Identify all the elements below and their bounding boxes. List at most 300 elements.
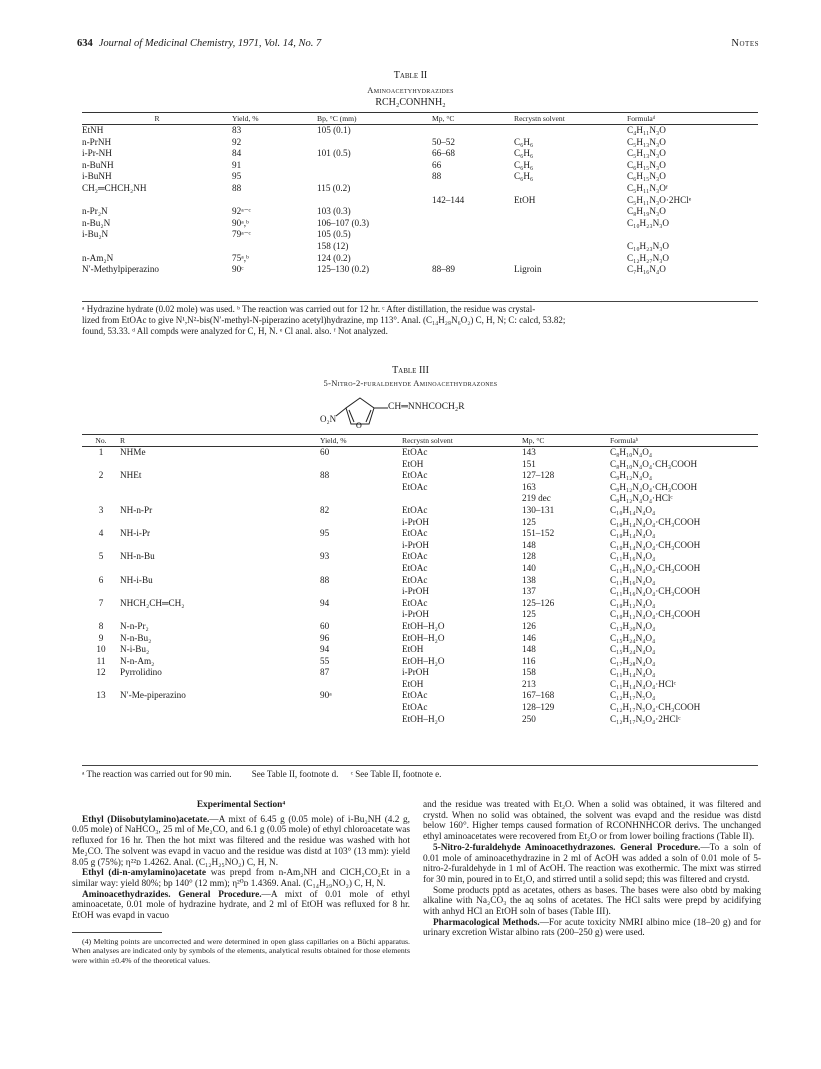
table-cell: EtOH	[402, 458, 424, 469]
table-cell: 75ᵃ,ᵇ	[232, 252, 249, 263]
table-cell: C₁₀H₁₄N₄O₄	[610, 504, 656, 515]
table3-title: 5-Nitro-2-furaldehyde Aminoacethydrazones	[323, 378, 498, 388]
table-cell: 2	[98, 470, 104, 481]
section-label: Notes	[731, 38, 759, 49]
table-cell: 115 (0.2)	[317, 182, 351, 193]
table-cell: EtOH–H₂O	[402, 655, 445, 666]
table-cell: 96	[320, 632, 330, 643]
table-row	[82, 714, 758, 726]
table-cell	[514, 125, 627, 137]
table-cell: 3	[98, 504, 104, 515]
table-cell	[82, 493, 120, 505]
table-cell: N′-Methylpiperazino	[82, 264, 160, 275]
table-cell: N′-Me-piperazino	[120, 690, 186, 701]
table-cell: 105 (0.5)	[317, 229, 351, 240]
table-cell: 126	[522, 620, 536, 631]
paragraph	[423, 843, 761, 886]
table-cell: 101 (0.5)	[317, 148, 351, 159]
table-cell: 8	[98, 620, 104, 631]
table-cell	[320, 586, 402, 598]
table-cell: EtOH	[402, 678, 424, 689]
table-cell: C₁₂H₁₇N₅O₄·2HClᶜ	[610, 713, 681, 724]
table-cell: 103 (0.3)	[317, 206, 351, 217]
table2-footnote-line: lized from EtOAc to give N¹,N²-bis(N′-methyl-N-piperazino acetyl)hydrazine, mp 113°. Anal. (C₁₄H₂₈N₆O₂) C, H, N; C: calcd, 53.82;	[82, 315, 566, 326]
table-cell: 79ᵃ⁻ᶜ	[232, 229, 251, 240]
table-cell	[82, 540, 120, 552]
paragraph	[72, 868, 410, 889]
table-row	[82, 241, 758, 253]
table-cell: 90ᵃ,ᵇ	[232, 217, 249, 228]
table-cell: C₁₅H₂₄N₄O₄	[610, 632, 656, 643]
paragraph-title: 5-Nitro-2-furaldehyde Aminoacethydrazones. General Procedure.	[433, 842, 701, 853]
table2-footnote-line: found, 53.33. ᵈ All compds were analyzed for C, H, N. ᵉ Cl anal. also. ᶠ Not analyzed.	[82, 326, 388, 337]
journal-title: Journal of Medicinal Chemistry, 1971, Vol. 14, No. 7	[98, 38, 322, 49]
table-cell: 66	[432, 159, 442, 170]
table-cell: 130–131	[522, 504, 555, 515]
table-row	[82, 505, 758, 517]
paragraph-text: —A mixt of 0.01 mole of ethyl aminoacetate, 0.01 mole of hydrazine hydrate, and 2 ml of EtOH was refluxed for 8 hr. EtOH was evapd in vacuo	[72, 889, 410, 922]
table-cell: CH₂═CHCH₂NH	[82, 182, 147, 193]
table-row	[82, 621, 758, 633]
table3	[82, 434, 758, 725]
table-cell: EtNH	[82, 125, 104, 135]
table-row	[82, 229, 758, 241]
table-cell	[120, 459, 320, 471]
table-cell: 88	[320, 470, 330, 481]
table-cell: C₁₂H₁₇N₅O₄	[610, 690, 656, 701]
table-cell: C₁₀H₁₄N₄O₄·CH₃COOH	[610, 539, 701, 550]
column-header: Yield, %	[320, 435, 402, 447]
table-cell: 140	[522, 562, 536, 573]
table-row	[82, 563, 758, 575]
table2-bottom-rule	[82, 301, 758, 302]
table-cell: 148	[522, 539, 536, 550]
table-cell: Pyrrolidino	[120, 667, 162, 678]
table-cell: EtOAc	[402, 528, 428, 539]
table-cell	[120, 714, 320, 726]
table2-label: Table II	[393, 70, 428, 81]
table-cell: EtOAc	[402, 574, 428, 585]
table-cell	[82, 517, 120, 529]
table-cell: i-Pr-NH	[82, 148, 112, 159]
table-cell	[82, 563, 120, 575]
table-cell: i-BuNH	[82, 171, 112, 182]
table-cell	[514, 183, 627, 195]
table-cell: C₉H₁₂N₄O₄	[610, 470, 653, 481]
table-row	[82, 528, 758, 540]
column-header: Mp, °C	[522, 435, 610, 447]
table-cell: 128	[522, 551, 536, 562]
table-row	[82, 470, 758, 482]
table-cell	[317, 137, 432, 149]
table-cell	[432, 241, 514, 253]
table-cell: C₁₁H₁₄N₄O₄·HClᶜ	[610, 678, 676, 689]
table-cell: C₁₁H₁₆N₄O₄	[610, 551, 656, 562]
table-cell: i-Bu₂N	[82, 229, 109, 240]
table-cell	[317, 171, 432, 183]
table-cell	[82, 459, 120, 471]
table-cell: 127–128	[522, 470, 555, 481]
table-cell: EtOAc	[402, 481, 428, 492]
table-cell: 250	[522, 713, 536, 724]
table-cell: 125	[522, 516, 536, 527]
table-cell: C₉H₁₂N₄O₄·HClᶜ	[610, 493, 673, 504]
table-cell: C₅H₁₃N₃O	[627, 136, 666, 147]
table-cell: C₁₁H₁₄N₄O₄	[610, 667, 656, 678]
table-cell	[432, 125, 514, 137]
table-cell	[120, 482, 320, 494]
table-row	[82, 609, 758, 621]
table-cell: 94	[320, 644, 330, 655]
table-row	[82, 195, 758, 207]
table-row	[82, 206, 758, 218]
table-cell	[514, 206, 627, 218]
table-cell	[120, 702, 320, 714]
table-cell: C₁₂H₂₇N₃O	[627, 252, 670, 263]
table-cell: i-PrOH	[402, 539, 430, 550]
table-cell	[82, 609, 120, 621]
table-cell: n-Pr₂N	[82, 206, 108, 217]
table-cell: C₉H₁₂N₄O₄·CH₃COOH	[610, 481, 698, 492]
table-cell: C₁₂H₁₇N₅O₄·CH₃COOH	[610, 702, 701, 713]
paragraph: and the residue was treated with Et₂O. When a solid was obtained, it was filtered and crystd. When no solid was obtained, the solvent was evapd and the residue was distd below 160°. Higher temps caused formation of RCONHNHCOR derivs. The unchanged ethyl aminoacetates were recovered from Et₂O or from lower boiling fractions (Table II).	[423, 800, 761, 843]
table-cell: EtOAc	[402, 447, 428, 457]
table-cell	[320, 702, 402, 714]
table-cell: 116	[522, 655, 536, 666]
table-cell: 138	[522, 574, 536, 585]
table-cell: C₅H₁₁N₃Oᶠ	[627, 182, 668, 193]
table-cell: C₁₃H₂₀N₄O₄	[610, 620, 656, 631]
table-cell: 143	[522, 447, 536, 457]
table-cell: EtOAc	[402, 551, 428, 562]
table-cell: 90ᵃ	[320, 690, 332, 701]
table-cell: 12	[96, 667, 106, 678]
table3-footnotes	[82, 769, 762, 780]
table-cell	[514, 241, 627, 253]
paragraph: Some products pptd as acetates, others as bases. The bases were also obtd by making alkaline with Na₂CO₃ the aq solns of acetates. The HCl salts were prepd by acidifying with anhyd HCl an EtOH soln of bases (Table III).	[423, 885, 761, 918]
table-cell	[120, 679, 320, 691]
table-cell: 50–52	[432, 136, 455, 147]
table-cell: 158	[522, 667, 536, 678]
table2	[82, 112, 758, 276]
table-row	[82, 517, 758, 529]
table-cell: 92	[232, 136, 242, 147]
table-cell	[432, 218, 514, 230]
column-header: R	[82, 113, 232, 125]
table-cell: 60	[320, 447, 330, 457]
table-cell: C₅H₁₃N₃O	[627, 148, 666, 159]
table-cell: EtOH	[514, 194, 536, 205]
page-header	[77, 38, 759, 52]
table-cell	[120, 609, 320, 621]
footnote-4: (4) Melting points are uncorrected and were determined in open glass capillaries on a Büchi apparatus. When analyses are indicated only by symbols of the elements, analytical results obtained for those elements were within ±0.4% of the theoretical values.	[72, 936, 410, 965]
table-cell: 106–107 (0.3)	[317, 217, 370, 228]
table-row	[82, 667, 758, 679]
paragraph-text: —A mixt of 6.45 g (0.05 mole) of i-Bu₂NH (4.2 g, 0.05 mole) of NaHCO₃, 25 ml of Me₂CO, and 6.1 g (0.05 mole) of ethyl chloroacetate was refluxed for 16 hr. Then the hot mixt was filtered and the residue was washed with hot Me₂CO. The solvent was evapd in vacuo and the residue was distd at 103° (13 mm): yield 8.05 g (75%); η²²ᴅ 1.4262. Anal. (C₁₂H₂₅NO₂) C, H, N.	[72, 814, 410, 868]
table-cell: C₁₀H₂₃N₃O	[627, 240, 670, 251]
table-cell: i-PrOH	[402, 516, 430, 527]
table-row	[82, 148, 758, 160]
table-cell: C₁₀H₁₂N₄O₄·CH₃COOH	[610, 609, 701, 620]
table-cell: C₁₇H₂₈N₄O₄	[610, 655, 656, 666]
table-cell: 10	[96, 644, 106, 655]
table-cell: 9	[98, 632, 104, 643]
table3-bottom-rule	[82, 765, 758, 766]
table-cell: NH-i-Pr	[120, 528, 151, 539]
table-cell	[320, 609, 402, 621]
table-cell: 94	[320, 597, 330, 608]
table-cell: C₇H₁₆N₄O	[627, 264, 666, 275]
page-number: 634	[77, 38, 93, 49]
table-cell: 93	[320, 551, 330, 562]
table-cell	[402, 493, 522, 505]
table-cell: 84	[232, 148, 242, 159]
table-cell	[120, 517, 320, 529]
table2-footnotes	[82, 304, 762, 338]
table-row	[82, 644, 758, 656]
table-cell: 163	[522, 481, 536, 492]
table-row	[82, 171, 758, 183]
table-cell: 105 (0.1)	[317, 125, 351, 135]
left-column	[72, 800, 410, 965]
table-cell: 148	[522, 644, 536, 655]
table-cell: i-PrOH	[402, 609, 430, 620]
table-cell: C₈H₁₉N₃O	[627, 206, 666, 217]
table-cell: C₆H₆	[514, 136, 534, 147]
table-cell: 4	[98, 528, 104, 539]
paragraph	[423, 918, 761, 939]
table3-footnote-b: See Table II, footnote d.	[251, 769, 339, 779]
table-cell: 5	[98, 551, 104, 562]
table-cell: 151–152	[522, 528, 555, 539]
table-row	[82, 493, 758, 505]
table-cell: N-n-Bu₂	[120, 632, 152, 643]
table-cell: EtOAc	[402, 470, 428, 481]
table-cell: C₁₁H₁₆N₄O₄·CH₃COOH	[610, 562, 701, 573]
table-cell: n-BuNH	[82, 159, 114, 170]
table-row	[82, 459, 758, 471]
table-cell: n-PrNH	[82, 136, 112, 147]
table3-footnote-c: ᶜ See Table II, footnote e.	[350, 769, 442, 779]
table-cell	[320, 540, 402, 552]
table-cell	[120, 540, 320, 552]
table-cell: 92ᵃ⁻ᶜ	[232, 206, 251, 217]
paragraph-title: Pharmacological Methods.	[433, 917, 540, 928]
table2-formula: RCH₂CONHNH₂	[375, 97, 446, 108]
table-cell: 213	[522, 678, 536, 689]
table-row	[82, 137, 758, 149]
table-cell	[82, 702, 120, 714]
table-cell: C₈H₁₀N₄O₄·CH₃COOH	[610, 458, 698, 469]
table-cell: C₁₁H₁₆N₄O₄·CH₃COOH	[610, 586, 701, 597]
table-cell	[82, 241, 232, 253]
table-cell	[432, 206, 514, 218]
table-row	[82, 690, 758, 702]
table3-label: Table III	[392, 365, 429, 376]
column-header: No.	[82, 435, 120, 447]
column-header: Formulaᵇ	[610, 435, 758, 447]
table-row	[82, 540, 758, 552]
table-cell: C₅H₁₁N₃O·2HClᵉ	[627, 194, 692, 205]
table-cell	[82, 586, 120, 598]
table-cell: C₁₁H₁₆N₄O₄	[610, 574, 656, 585]
table-cell	[432, 183, 514, 195]
table-row	[82, 586, 758, 598]
table-cell: EtOAc	[402, 597, 428, 608]
table-cell: 82	[320, 504, 330, 515]
table-cell: 6	[98, 574, 104, 585]
table-cell	[82, 482, 120, 494]
table-cell: 88	[232, 182, 242, 193]
table-cell: 142–144	[432, 194, 465, 205]
table-cell: 55	[320, 655, 330, 666]
paragraph	[72, 815, 410, 869]
table-cell: 11	[96, 655, 106, 666]
nitro-group: O₂N	[320, 414, 337, 424]
table-row	[82, 482, 758, 494]
table-cell: 60	[320, 620, 330, 631]
table2-title: Aminoacetyhydrazides	[367, 85, 454, 95]
paragraph-title: Aminoacethydrazides. General Procedure.	[82, 889, 262, 900]
table-cell	[627, 229, 758, 241]
table-cell: EtOAc	[402, 702, 428, 713]
table-cell	[120, 493, 320, 505]
table-cell	[320, 679, 402, 691]
table-row	[82, 447, 758, 459]
journal-line	[77, 38, 321, 49]
table-row	[82, 125, 758, 137]
table-cell: n-Am₂N	[82, 252, 114, 263]
paragraph-title: Ethyl (Diisobutylamino)acetate.	[82, 814, 210, 825]
column-header: R	[120, 435, 320, 447]
table-cell: 125	[522, 609, 536, 620]
ring-oxygen: O	[356, 421, 362, 430]
table-cell: 91	[232, 159, 242, 170]
table-cell: EtOH	[402, 644, 424, 655]
table-row	[82, 598, 758, 610]
table-cell: C₆H₆	[514, 159, 534, 170]
table-cell: C₈H₁₀N₄O₄	[610, 447, 653, 457]
table-cell	[82, 679, 120, 691]
table-cell: 88	[320, 574, 330, 585]
table-cell: EtOAc	[402, 690, 428, 701]
right-column	[423, 800, 761, 939]
table-cell: 158 (12)	[317, 240, 349, 251]
table-cell: C₁₀H₂₃N₃O	[627, 217, 670, 228]
table-row	[82, 183, 758, 195]
table-cell: NH-i-Bu	[120, 574, 153, 585]
table-cell	[514, 229, 627, 241]
table-row	[82, 679, 758, 691]
table-cell: 151	[522, 458, 536, 469]
table-cell	[82, 714, 120, 726]
table-cell: C₁₀H₁₄N₄O₄	[610, 528, 656, 539]
table-cell: C₁₀H₁₄N₄O₄·CH₃COOH	[610, 516, 701, 527]
table-cell: 95	[320, 528, 330, 539]
paragraph-text: —For acute toxicity NMRI albino mice (18–20 g) and for urinary excretion Wistar albino rats (200–250 g) were used.	[423, 917, 761, 939]
table-cell: n-Bu₂N	[82, 217, 111, 228]
table-cell	[432, 253, 514, 265]
experimental-heading: Experimental Section⁴	[196, 800, 286, 810]
table-cell: 125–130 (0.2)	[317, 264, 370, 275]
table-cell: i-PrOH	[402, 586, 430, 597]
column-header: Mp, °C	[432, 113, 514, 125]
table-row	[82, 656, 758, 668]
table-cell: C₆H₁₅N₃O	[627, 159, 666, 170]
table-cell	[514, 218, 627, 230]
side-chain: CH═NNHCOCH₂R	[388, 402, 465, 412]
table-cell	[317, 195, 432, 207]
table-cell: N-i-Bu₂	[120, 644, 150, 655]
table-row	[82, 575, 758, 587]
table-cell: 219 dec	[522, 493, 551, 504]
table-row	[82, 253, 758, 265]
table-row	[82, 218, 758, 230]
table-cell: C₁₅H₂₄N₄O₄	[610, 644, 656, 655]
table2-footnote-line: ᵃ Hydrazine hydrate (0.02 mole) was used. ᵇ The reaction was carried out for 12 hr. ᶜ After distillation, the residue was crystal-	[82, 304, 536, 314]
table-cell	[82, 195, 232, 207]
table-cell: 13	[96, 690, 106, 701]
table-cell: NHCH₂CH═CH₂	[120, 597, 185, 608]
table-row	[82, 551, 758, 563]
table-cell	[232, 195, 317, 207]
table-cell	[320, 493, 402, 505]
table-cell: NHMe	[120, 447, 146, 457]
table-cell	[514, 253, 627, 265]
table-cell	[320, 517, 402, 529]
table-cell: EtOAc	[402, 504, 428, 515]
table-cell: i-PrOH	[402, 667, 430, 678]
furan-ring-icon	[330, 392, 390, 432]
table-cell	[120, 563, 320, 575]
table-cell: 87	[320, 667, 330, 678]
table-cell: 1	[98, 447, 104, 457]
table-cell: 88	[432, 171, 442, 182]
column-header: Formulaᵈ	[627, 113, 758, 125]
table-cell: NH-n-Pr	[120, 504, 153, 515]
paragraph-title: Ethyl (di-n-amylamino)acetate	[82, 868, 207, 879]
table-cell	[232, 241, 317, 253]
table-cell: 66–68	[432, 148, 455, 159]
table-cell: NH-n-Bu	[120, 551, 155, 562]
table-cell	[432, 229, 514, 241]
table-cell: 137	[522, 586, 536, 597]
table-cell: NHEt	[120, 470, 142, 481]
table-cell: C₆H₁₅N₃O	[627, 171, 666, 182]
table3-footnote-a: ᵃ The reaction was carried out for 90 min.	[82, 769, 232, 779]
table-cell: 95	[232, 171, 242, 182]
table-cell	[317, 160, 432, 172]
paragraph	[72, 890, 410, 922]
column-header: Bp, °C (mm)	[317, 113, 432, 125]
table-cell: 7	[98, 597, 104, 608]
table-row	[82, 160, 758, 172]
table-cell: C₄H₁₁N₃O	[627, 125, 666, 135]
table-row	[82, 702, 758, 714]
table-cell: 128–129	[522, 702, 555, 713]
table-cell	[320, 563, 402, 575]
table-cell: EtOH–H₂O	[402, 632, 445, 643]
table-cell: 125–126	[522, 597, 555, 608]
table-cell: 124 (0.2)	[317, 252, 351, 263]
table-cell	[320, 482, 402, 494]
column-header: Yield, %	[232, 113, 317, 125]
table-cell: 146	[522, 632, 536, 643]
footnote-rule	[72, 932, 162, 933]
table-cell: EtOH–H₂O	[402, 620, 445, 631]
column-header: Recrystn solvent	[514, 113, 627, 125]
table-cell: EtOAc	[402, 562, 428, 573]
